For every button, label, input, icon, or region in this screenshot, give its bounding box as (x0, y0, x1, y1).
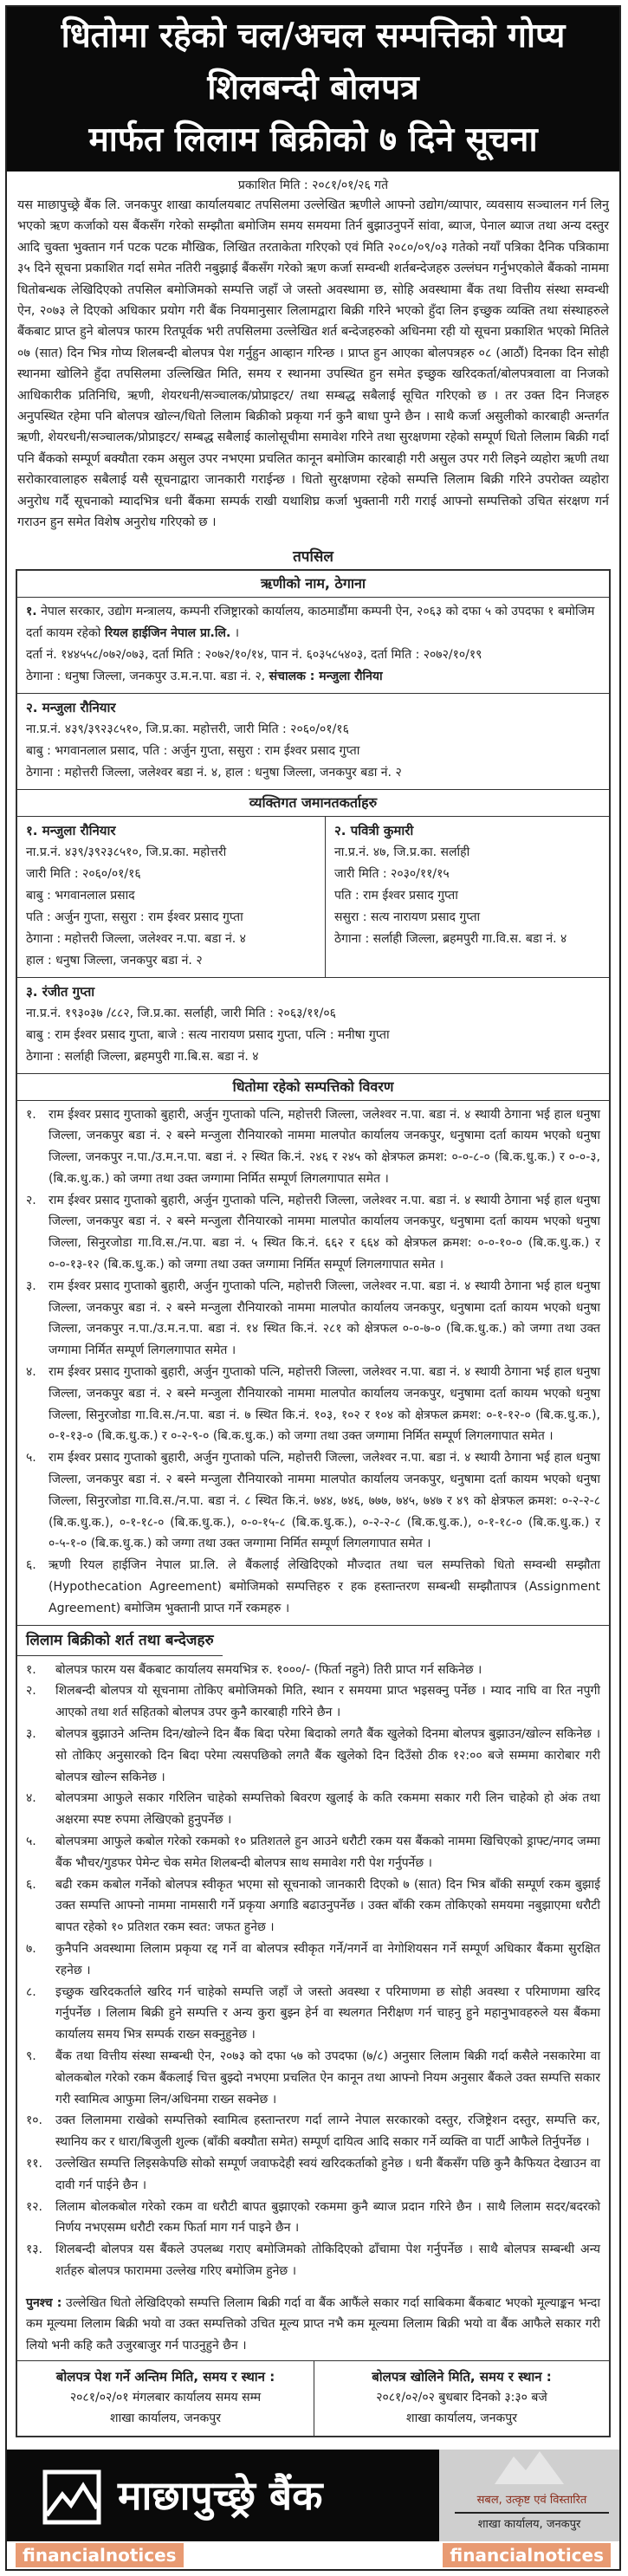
item-text: शिलबन्दी बोलपत्र यो सूचनामा तोकिए बमोजिमको मिति, स्थान र समयमा प्राप्त भइसक्नु पर्नेछ । म्याद नाघि वा रित नपुगी आएको तथा शर्त सहितको बोलपत्र उपर कुनै कारबाही गरिने छैन । (55, 1684, 600, 1720)
footer-right-panel (439, 2450, 619, 2541)
guarantor-2-line: ना.प्र.नं. ४७, जि.प्र.का. सर्लाही (334, 845, 470, 859)
guarantor-1-line: हाल : धनुषा जिल्ला, जनकपुर बडा नं. २ (26, 953, 203, 968)
postscript (17, 2288, 609, 2361)
footer-branch: शाखा कार्यालय, जनकपुर (477, 2517, 581, 2531)
item-number: ४. (26, 1365, 36, 1380)
item-text: राम ईश्वर प्रसाद गुप्ताको बुहारी, अर्जुन गुप्ताको पत्नि, महोत्तरी जिल्ला, जलेश्वर न.पा. बडा नं. ४ स्थायी ठेगाना भई हाल धनुषा जिल्ला, जनकपुर बडा नं. २ बस्ने मन्जुला रौनियारको नाममा मालपोत कार्यालय जनकपुर, धनुषामा दर्ता कायम भएको धनुषा जिल्ला, सिनुरजोडा गा.वि.स./न.पा. बडा नं. ८ स्थित कि.नं. ७४४, ७४६, ७७७, ७४५, ७४७ र ४९ को क्षेत्रफल क्रमश: ०-२-२-८ (बि.क.धु.क.), ०-१-१८-० (बि.क.धु.क.), ०-०-१५-८ (बि.क.धु.क.), ०-२-२-८ (बि.क.धु.क.), ०-१-१८-० (बि.क.धु.क.) र ०-५-१-० (बि.क.धु.क.) को जग्गा तथा उक्त जग्गामा निर्मित सम्पूर्ण लिगलगापात समेत । (49, 1451, 600, 1551)
title-line-1: धितोमा रहेको चल/अचल सम्पत्तिको गोप्य शिलबन्दी बोलपत्र (61, 16, 566, 107)
borrower-1-director: संचालक : मन्जुला रौनिया (269, 669, 383, 683)
guarantor-3 (17, 978, 609, 1074)
list-item (26, 1874, 600, 1938)
item-number: ९. (26, 2049, 36, 2063)
item-number: २. (26, 1193, 36, 1207)
item-text: कुनैपनि अवस्थामा लिलाम प्रकृया रद्द गर्ने वा बोलपत्र स्वीकृत गर्ने/नगर्ने वा नेगोशियसन गर्ने सम्पूर्ण अधिकार बैंकमा सुरक्षित रहनेछ । (55, 1941, 600, 1977)
item-number: १२. (26, 2199, 43, 2214)
item-number: २. (26, 1684, 36, 1699)
item-number: १. (26, 1662, 36, 1677)
guarantor-1-line: ठेगाना : महोत्तरी जिल्ला, जलेश्वर न.पा. बडा नं. ४ (26, 931, 246, 946)
list-item (26, 1982, 600, 2046)
guarantor-2 (326, 817, 609, 977)
guarantor-2-line: पति : राम ईश्वर प्रसाद गुप्ता (334, 888, 458, 903)
item-number: ४. (26, 1791, 36, 1806)
assets-list (17, 1101, 609, 1625)
title-line-2: मार्फत लिलाम बिक्रीको ७ दिने सूचना (88, 120, 538, 159)
item-number: ११. (26, 2156, 43, 2171)
borrower-2-line: ठेगाना : महोत्तरी जिल्ला, जलेश्वर बडा नं. ४, हाल : धनुषा जिल्ला, जनकपुर बडा नं. २ (26, 765, 402, 780)
guarantor-1-line: पति : अर्जुन गुप्ता, ससुरा : राम ईश्वर प्रसाद गुप्ता (26, 909, 243, 924)
item-number: ३. (26, 1278, 36, 1293)
mountain-peaks-icon (495, 2450, 564, 2484)
borrower-2 (17, 694, 609, 790)
list-item (26, 2046, 600, 2110)
spacer (7, 2437, 619, 2450)
item-text: बढी रकम कबोल गर्नेको बोलपत्र स्वीकृत भएमा सो सूचनाको जानकारी दिएको ७ (सात) दिन भित्र बाँकी सम्पूर्ण रकम बुझाई उक्त सम्पत्ति आफ्नो नाममा नामसारी गर्ने प्रकृया अगाडि बढाउनुपर्नेछ । उक्त बाँकी रकम तोकिएको समयमा नबुझाएमा धरौटी बापत रहेको १० प्रतिशत रकम स्वत: जफत हुनेछ । (55, 1877, 600, 1935)
item-number: ५. (26, 1451, 36, 1466)
details-table (16, 569, 611, 2437)
list-item (26, 2197, 600, 2240)
guarantor-3-name: ३. रंजीत गुप्ता (26, 983, 95, 1000)
guarantors-row (17, 817, 609, 978)
item-number: १. (26, 1107, 36, 1122)
list-item (26, 1276, 600, 1362)
bank-name-logo: माछापुच्छ्रे बैंक (118, 2471, 323, 2519)
bank-footer (7, 2450, 619, 2541)
schedule-heading: तपसिल (293, 547, 333, 566)
terms-list (17, 1656, 609, 2288)
item-text: ऋणी रियल हाईजिन नेपाल प्रा.लि. ले बैंकलाई लेखिदिएको मौज्दात तथा चल सम्पत्तिको धितो सम्वन्धी सम्झौता (Hypothecation Agreement) बमोजिमको सम्पत्तिहरु र हक हस्तान्तरण सम्बन्धी सम्झौतापत्र (Assignment Agreement) बमोजिम भुक्तानी प्राप्त गर्ने रकमहरु । (49, 1558, 600, 1615)
intro-paragraph: यस माछापुच्छ्रे बैंक लि. जनकपुर शाखा कार्यालयबाट तपसिलमा उल्लेखित ऋणीले आफ्नो उद्योग/व्यापार, व्यवसाय सञ्चालन गर्न लिनु भएको ऋण कर्जाको यस बैंकसँग गरेको सम्झौता बमोजिम समय समयमा तिर्न बुझाउनुपर्ने सांवा, ब्याज, पेनाल ब्याज तथा अन्य दस्तुर आदि चुक्ता भुक्तान गर्न पटक पटक मौखिक, लिखित तरताकेता गरिएको एवं मिति २०८०/०९/०३ गतेको नयाँ पत्रिका दैनिक पत्रिकामा ३५ दिने सूचना प्रकाशित गर्दा समेत नतिरी नबुझाई बैंकसँग गरेको ऋण कर्जा सम्वन्धी शर्तबन्देजहरु उल्लंघन गर्नुभएकोले बैंकको नाममा धितोबन्धक लेखिदिएको तपसिल बमोजिमको सम्पत्ति जहाँ जे जस्तो अवस्थामा छ, सोहि अवस्थामा बैंक तथा वित्तीय संस्था सम्वन्धी ऐन, २०७३ ले दिएको अधिकार प्रयोग गरी बैंक नियमानुसार लिलामद्वारा बिक्री गरिने भएको हुँदा लिन इच्छुक व्यक्ति तथा संस्थाहरुले बैंकबाट प्राप्त हुने बोलपत्र फारम रितपूर्वक भरी तपसिलमा उल्लेखित शर्त बन्देजहरुको अधिनमा रही यो सूचना प्रकाशित भएको मितिले ०७ (सात) दिन भित्र गोप्य शिलबन्दी बोलपत्र पेश गर्नुहुन आव्हान गरिन्छ । प्राप्त हुन आएका बोलपत्रहरु ०८ (आठौं) दिनका दिन सोही स्थानमा खोलिने हुँदा तपसिलमा उल्लिखित मिति, समय र स्थानमा उपस्थित हुन समेत इच्छुक खरिदकर्ता/बोलपत्रवाला वा निजको आधिकारीक प्रतिनिधि, ऋणी, शेयरधनी/सञ्चालक/प्रोप्राइटर/ तथा सम्बद्ध सबैलाई सूचित गरिएको छ । तर उक्त दिन निजहरु अनुपस्थित रहेमा पनि बोलपत्र खोल्न/धितो लिलाम बिक्रीको प्रकृया गर्न कुनै बाधा पुग्ने छैन । साथै कर्जा असुलीको कारबाही अन्तर्गत ऋणी, शेयरधनी/सञ्चालक/प्रोप्राइटर/ सम्बद्ध सबैलाई कालोसूचीमा समावेश गरिने तथा सुरक्षणमा रहेको सम्पूर्ण धितो लिलाम बिक्री गर्दा पनि बैंकको सम्पूर्ण बक्यौता रकम असुल उपर नभएमा प्रचलित कानून बमोजिम कारबाही गरी असुल उपर गरी लिइने व्यहोरा ऋणी तथा सरोकारवालाहरु सबैलाई यसै सूचनाद्वारा जानकारी गराईन्छ । धितो सुरक्षणमा रहेको सम्पत्ति लिलाम बिक्री गरिने उपरोक्त व्यहोरा अनुरोध गर्दै सूचनाको म्यादभित्र धनी बैंकमा सम्पर्क राखी यथाशिघ्र कर्जा भुक्तानी गरी गराई आफ्नो सम्पत्तिको उचित संरक्षण गर्न गराउन हुन समेत विशेष अनुरोध गरिएको छ । (17, 198, 609, 530)
borrowers-heading: ऋणीको नाम, ठेगाना (17, 571, 609, 598)
terms-section (17, 1625, 609, 2288)
borrower-1-address: ठेगाना : धनुषा जिल्ला, जनकपुर उ.म.न.पा. बडा नं. २, (26, 669, 266, 683)
item-text: राम ईश्वर प्रसाद गुप्ताको बुहारी, अर्जुन गुप्ताको पत्नि, महोत्तरी जिल्ला, जलेश्वर न.पा. बडा नं. ४ स्थायी ठेगाना भई हाल धनुषा जिल्ला, जनकपुर बडा नं. २ बस्ने मन्जुला रौनियारको नाममा मालपोत कार्यालय जनकपुर, धनुषामा दर्ता कायम भएको धनुषा जिल्ला, जनकपुर न.पा./उ.म.न.पा. बडा नं. २ स्थित कि.नं. २४६ र २४५ को क्षेत्रफल क्रमश: ०-०-८-० (बि.क.धु.क.) र ०-०-३, (बि.क.धु.क.) को जग्गा तथा उक्त जग्गामा निर्मित सम्पूर्ण लिगलगापात समेत । (49, 1107, 600, 1186)
borrower-2-line: ना.प्र.नं. ४३९/३९२३८५१०, जि.प्र.का. महोत्तरी, जारी मिति : २०६०/०१/१६ (26, 722, 349, 736)
guarantor-3-line: ठेगाना : सर्लाही जिल्ला, ब्रहमपुरी गा.बि.स. बडा नं. ४ (26, 1049, 259, 1064)
guarantor-1-name: १. मन्जुला रौनियार (26, 822, 116, 838)
published-date: प्रकाशित मिति : २०८१/०१/२६ गते (237, 178, 389, 192)
borrower-2-name: २. मन्जुला रौनियार (26, 699, 116, 715)
guarantor-1-line: ना.प्र.नं. ४३९/३९२३८५१०, जि.प्र.का. महोत्तरी (26, 845, 227, 859)
borrower-1-description (26, 601, 600, 644)
guarantor-2-line: जारी मिति : २०३०/११/१५ (334, 866, 450, 881)
item-text: राम ईश्वर प्रसाद गुप्ताको बुहारी, अर्जुन गुप्ताको पत्नि, महोत्तरी जिल्ला, जलेश्वर न.पा. बडा नं. ४ स्थायी ठेगाना भई हाल धनुषा जिल्ला, जनकपुर बडा नं. २ बस्ने मन्जुला रौनियारको नाममा मालपोत कार्यालय जनकपुर, धनुषामा दर्ता कायम भएको धनुषा जिल्ला, सिनुरजोडा गा.वि.स./न.पा. बडा नं. ७ स्थित कि.नं. १०३, १०२ र १०४ को क्षेत्रफल क्रमश: ०-१-१२-० (बि.क.धु.क.), ०-१-१३-० (बि.क.धु.क.) र ०-२-९-० (बि.क.धु.क.) को जग्गा तथा उक्त जग्गामा निर्मित सम्पूर्ण लिगलगापात समेत । (49, 1365, 600, 1444)
opening-where: शाखा कार्यालय, जनकपुर (406, 2411, 517, 2425)
submission-where: शाखा कार्यालय, जनकपुर (110, 2411, 221, 2425)
list-item (26, 1680, 600, 1724)
borrower-1-address-line (26, 666, 600, 688)
postscript-text: उल्लेखित धितो लेखिदिएको सम्पत्ति लिलाम बिक्री गर्दा वा बैंक आफैंले सकार गर्दा साबिकमा बैंकबाट भएको मूल्याङ्कन भन्दा कम मूल्यमा लिलाम बिक्री भयो वा उक्त सम्पत्तिको उचित मूल्य प्राप्त नभै कम मूल्यमा लिलाम बिक्री भयो वा बैंक आफैले सकार गरी लियो भनी कहि कतै उजुरबाजुर गर्न पाउनुहुने छैन । (26, 2295, 600, 2353)
list-item (26, 1447, 600, 1555)
borrower-2-line: बाबु : भगवानलाल प्रसाद, पति : अर्जुन गुप्ता, ससुरा : राम ईश्वर प्रसाद गुप्ता (26, 743, 360, 758)
item-number: ८. (26, 1984, 36, 1999)
submission-deadline (17, 2361, 314, 2436)
list-item (26, 1724, 600, 1788)
opening-when: २०८१/०२/०२ बुधबार दिनको ३:३० बजे (376, 2390, 547, 2404)
item-text: शिलबन्दी बोलपत्र यस बैंकले उपलब्ध गराए बमोजिमको तोकिदिएको ढाँचामा पेश गर्नुपर्नेछ । साथै बोलपत्र सम्बन्धी अन्य शर्तहरु बोलपत्र फाराममा उल्लेख गरिए बमोजिम हुनेछ । (55, 2243, 600, 2278)
submission-when: २०८१/०२/०१ मंगलबार कार्यालय समय सम्म (69, 2390, 262, 2404)
item-text: बोलपत्रमा आफुले कबोल गरेको रकमको १० प्रतिशतले हुन आउने धरौटी रकम यस बैंकको नाममा खिचिएको ड्राफ्ट/नगद जम्मा बैंक भौचर/गुडफर पेमेन्ट चेक समेत शिलबन्दी बोलपत्र साथ समावेश गरी पेश गर्नुपर्नेछ । (55, 1835, 600, 1870)
assets-heading: धितोमा रहेको सम्पत्तिको विवरण (17, 1074, 609, 1101)
guarantor-3-line: ना.प्र.नं. १९३०३७ /८८२, जि.प्र.का. सर्लाही, जारी मिति : २०६३/११/०६ (26, 1006, 336, 1020)
postscript-label: पुनश्च : (26, 2295, 62, 2310)
guarantor-2-name: २. पवित्री कुमारी (334, 822, 414, 838)
item-text: लिलाम बोलकबोल गरेको रकम वा धरौटी बापत बुझाएको रकममा कुनै ब्याज प्रदान गरिने छैन । साथै लिलाम सदर/बदरको निर्णय नभएसम्म धरौटी रकम फिर्ता माग गर्न पाइने छैन । (55, 2199, 600, 2236)
deadlines-row (17, 2361, 609, 2436)
item-number: ६. (26, 1877, 36, 1892)
borrower-1-end: । (230, 625, 240, 640)
mountain-logo-icon (42, 2465, 102, 2526)
item-text: इच्छुक खरिदकर्ताले खरिद गर्न चाहेको सम्पत्ति जहाँ जे जस्तो अवस्था र परिमाणमा छ सोही अवस्था र परिमाणमा खरिद गर्नुपर्नेछ । लिलाम बिक्री हुने सम्पत्ति र अन्य कुरा बुझ्न हेर्न वा स्थलगत निरीक्षण गर्न चाहनु हुने महानुभावहरुले यस बैंकमा कार्यालय समय भित्र सम्पर्क राख्न सक्नुहुनेछ । (55, 1984, 600, 2042)
list-item (26, 1660, 600, 1681)
item-number: ३. (26, 1727, 36, 1742)
guarantors-heading: व्यक्तिगत जमानतकर्ताहरु (17, 790, 609, 817)
borrower-1-text: नेपाल सरकार, उद्योग मन्त्रालय, कम्पनी रजिष्ट्रारको कार्यालय, काठमाडौंमा कम्पनी ऐन, २०६३ को दफा ५ को उपदफा १ बमोजिम दर्ता कायम रहेको (26, 604, 595, 640)
opening-heading: बोलपत्र खोलिने मिति, समय र स्थान : (372, 2368, 552, 2385)
guarantor-1-line: बाबु : भगवानलाल प्रसाद (26, 888, 135, 903)
borrower-1 (17, 598, 609, 694)
item-text: बोलपत्र बुझाउने अन्तिम दिन/खोल्ने दिन बैंक बिदा परेमा बिदाको लगतै बैंक खुलेको दिनमा बोलपत्र बुझाउन/खोल्न सकिनेछ । सो तोकिए अनुसारको दिन बिदा परेमा त्यसपछिको लगतै बैंक खुलेको दिन दिउँसो ठीक १२:०० बजे सम्ममा कारोबार गरी बोलपत्र खोल्न सकिनेछ । (55, 1727, 600, 1784)
item-number: ६. (26, 1558, 36, 1573)
list-item (26, 1104, 600, 1190)
bank-tagline: सबल, उत्कृष्ट एवं विस्तारित (455, 2493, 609, 2514)
item-text: बोलपत्र फारम यस बैंकबाट कार्यालय समयभित्र रु. १०००/- (फिर्ता नहुने) तिरी प्राप्त गर्न सकिनेछ । (55, 1662, 482, 1677)
item-number: ७. (26, 1941, 36, 1956)
list-item (26, 1938, 600, 1982)
watermark: financialnotices (16, 2543, 184, 2567)
list-item (26, 2153, 600, 2197)
list-item (26, 1831, 600, 1874)
guarantor-2-line: ससुरा : सत्य नारायण प्रसाद गुप्ता (334, 909, 481, 924)
watermark: financialnotices (443, 2543, 611, 2567)
list-item (26, 1788, 600, 1831)
borrower-1-number: १. (26, 604, 37, 618)
item-number: ५. (26, 1835, 36, 1848)
borrower-1-registration: दर्ता नं. १४४५५८/०७२/०७३, दर्ता मिति : २०७२/१०/१४, पान नं. ६०३५८५४०३, दर्ता मिति : २०७२/१०/१९ (26, 647, 482, 662)
notice-title (7, 7, 619, 172)
notice-frame (5, 5, 621, 2571)
list-item (26, 1362, 600, 1447)
item-text: बोलपत्रमा आफुले सकार गरिलिन चाहेको सम्पत्तिको बिवरण खुलाई के कति रकममा सकार गरी लिन चाहेको हो अंक तथा अक्षरमा स्पष्ट रुपमा लेखिएको हुनुपर्नेछ । (55, 1791, 600, 1828)
item-text: राम ईश्वर प्रसाद गुप्ताको बुहारी, अर्जुन गुप्ताको पत्नि, महोत्तरी जिल्ला, जलेश्वर न.पा. बडा नं. ४ स्थायी ठेगाना भई हाल धनुषा जिल्ला, जनकपुर बडा नं. २ बस्ने मन्जुला रौनियारको नाममा मालपोत कार्यालय जनकपुर, धनुषामा दर्ता कायम भएको धनुषा जिल्ला, जनकपुर न.पा./उ.म.न.पा. बडा नं. १४ स्थित कि.नं. २८१ को क्षेत्रफल ०-०-७-० (बि.क.धु.क.) को जग्गा तथा उक्त जग्गामा निर्मित सम्पूर्ण लिगलगापात समेत । (49, 1278, 600, 1358)
item-text: बैंक तथा वित्तीय संस्था सम्बन्धी ऐन, २०७३ को दफा ५७ को उपदफा (७/८) अनुसार लिलाम बिक्री गर्दा कसैले नसकारेमा वा बोलकबोल गरेको रकम बैंकलाई चित्त बुझ्दो नभएमा प्रचलित ऐन कानून तथा आफ्नो नियम अनुसार बैंकले उक्त सम्पत्ति सकार गरी स्वामित्व आफुमा लिन/अधिनमा राख्न सक्नेछ । (55, 2049, 600, 2107)
submission-heading: बोलपत्र पेश गर्ने अन्तिम मिति, समय र स्थान : (55, 2368, 275, 2385)
watermark-row (7, 2541, 619, 2569)
opening-schedule (314, 2361, 609, 2436)
borrower-1-name: रियल हाईजिन नेपाल प्रा.लि. (104, 625, 231, 640)
item-text: राम ईश्वर प्रसाद गुप्ताको बुहारी, अर्जुन गुप्ताको पत्नि, महोत्तरी जिल्ला, जलेश्वर न.पा. बडा नं. ४ स्थायी ठेगाना भई हाल धनुषा जिल्ला, जनकपुर बडा नं. २ बस्ने मन्जुला रौनियारको नाममा मालपोत कार्यालय जनकपुर, धनुषामा दर्ता कायम भएको धनुषा जिल्ला, सिनुरजोडा गा.वि.स./न.पा. बडा नं. ५ स्थित कि.नं. ६६२ र ६६४ को क्षेत्रफल क्रमश: ०-०-१०-० (बि.क.धु.क.) र ०-०-१३-१२ (बि.क.धु.क.) को जग्गा तथा उक्त जग्गामा निर्मित सम्पूर्ण लिगलगापात समेत । (49, 1193, 600, 1272)
terms-heading: लिलाम बिक्रीको शर्त तथा बन्देजहरु (17, 1626, 223, 1656)
guarantor-2-line: ठेगाना : सर्लाही जिल्ला, ब्रहमपुरी गा.वि.स. बडा नं. ४ (334, 931, 567, 946)
guarantor-1-line: जारी मिति : २०६०/०१/१६ (26, 866, 141, 881)
list-item (26, 2110, 600, 2153)
item-number: १०. (26, 2113, 43, 2128)
item-text: उक्त लिलाममा राखेको सम्पत्तिको स्वामित्व हस्तान्तरण गर्दा लाग्ने नेपाल सरकारको दस्तुर, रजिष्ट्रेशन दस्तुर, सम्पत्ति कर, स्थानिय कर र धारा/बिजुली शुल्क (बाँकी बक्यौता समेत) सम्पूर्ण दायित्व आदि सकार गर्ने व्यक्ति वा पार्टी आफैले तिर्नुपर्नेछ । (55, 2113, 600, 2150)
guarantor-3-line: बाबु : राम ईश्वर प्रसाद गुप्ता, बाजे : सत्य नारायण प्रसाद गुप्ता, पत्नि : मनीषा गुप्ता (26, 1027, 390, 1042)
list-item (26, 2239, 600, 2282)
list-item (26, 1190, 600, 1276)
item-text: उल्लेखित सम्पत्ति लिइसकेपछि सोको सम्पूर्ण जवाफदेही स्वयं खरिदकर्ताको हुनेछ । धनी बैंकसँग पछि कुनै कैफियत देखाउन वा दावी गर्न पाईने छैन । (55, 2156, 600, 2192)
list-item (26, 1555, 600, 1619)
item-number: १३. (26, 2243, 43, 2257)
guarantor-1 (17, 817, 326, 977)
